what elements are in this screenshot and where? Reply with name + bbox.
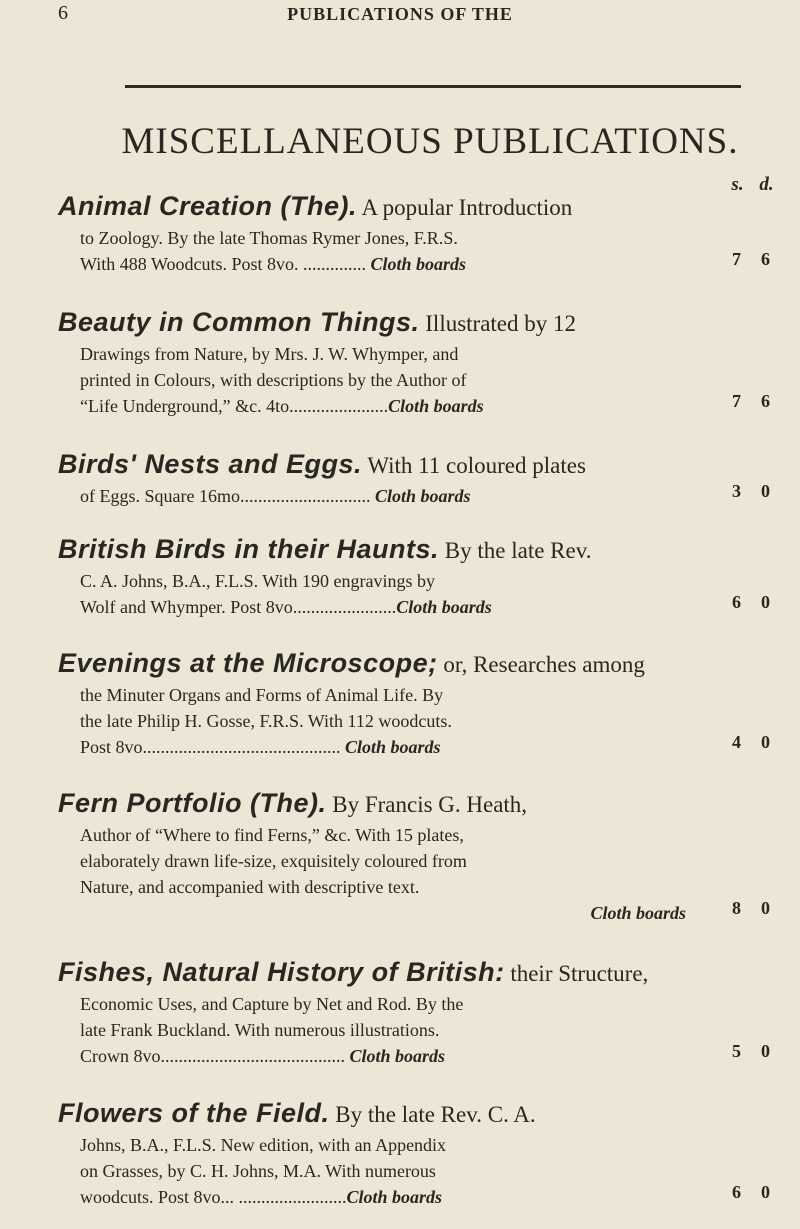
price-shillings: 5: [732, 1041, 741, 1061]
entry-price: [722, 391, 780, 412]
entry-beauty-in-common-things: [58, 305, 686, 419]
entry-price: [722, 1182, 780, 1203]
entry-first-line: or, Researches among: [437, 652, 645, 677]
price-shillings: 7: [732, 249, 741, 269]
entry-fern-portfolio: [58, 786, 686, 926]
entry-animal-creation: [58, 189, 686, 277]
entry-title: Evenings at the Microscope;: [58, 648, 438, 678]
entry-line: on Grasses, by C. H. Johns, M.A. With numerous: [80, 1161, 436, 1181]
entry-title: British Birds in their Haunts.: [58, 534, 440, 564]
entry-british-birds: [58, 532, 686, 620]
price-shillings: 8: [732, 898, 741, 918]
entry-binding: Cloth boards: [374, 486, 471, 506]
entry-evenings-at-the-microscope: [58, 646, 686, 760]
entry-title: Fern Portfolio (The).: [58, 788, 327, 818]
entry-line: woodcuts. Post 8vo... ........................: [80, 1187, 347, 1207]
entry-price: [722, 481, 780, 502]
header-rule: [125, 85, 741, 88]
entry-line: Economic Uses, and Capture by Net and Rod. By the: [80, 994, 464, 1014]
entry-line: Crown 8vo.........................................: [80, 1046, 350, 1066]
price-pence: 0: [761, 732, 770, 752]
entry-line: Post 8vo............................................: [80, 737, 346, 757]
entry-flowers-of-the-field: [58, 1096, 686, 1210]
entry-line: Johns, B.A., F.L.S. New edition, with an Appendix: [80, 1135, 447, 1155]
pence-header: d.: [759, 174, 774, 195]
price-pence: 0: [761, 481, 770, 501]
entry-first-line: A popular Introduction: [357, 195, 573, 220]
currency-header: [723, 174, 781, 196]
price-shillings: 6: [732, 592, 741, 612]
price-pence: 0: [761, 898, 770, 918]
entry-title: Birds' Nests and Eggs.: [58, 449, 362, 479]
entry-price: [722, 732, 780, 753]
price-pence: 0: [761, 1041, 770, 1061]
entry-first-line: By the late Rev.: [439, 538, 592, 563]
entry-first-line: Illustrated by 12: [419, 311, 577, 336]
price-shillings: 6: [732, 1182, 741, 1202]
entry-binding: Cloth boards: [370, 254, 467, 274]
entry-binding: Cloth boards: [590, 903, 686, 923]
entry-price: [722, 249, 780, 270]
price-pence: 6: [761, 391, 770, 411]
price-shillings: 3: [732, 481, 741, 501]
entry-line: Wolf and Whymper. Post 8vo.......................: [80, 597, 397, 617]
entry-price: [722, 1041, 780, 1062]
entry-line: elaborately drawn life-size, exquisitely coloured from: [80, 851, 467, 871]
entry-line: “Life Underground,” &c. 4to......................: [80, 396, 389, 416]
entry-binding: Cloth boards: [346, 1187, 443, 1207]
price-pence: 0: [761, 1182, 770, 1202]
entry-fishes-natural-history: [58, 955, 686, 1069]
entry-first-line: By the late Rev. C. A.: [329, 1102, 536, 1127]
entry-line: to Zoology. By the late Thomas Rymer Jones, F.R.S.: [80, 228, 458, 248]
entry-line: C. A. Johns, B.A., F.L.S. With 190 engravings by: [80, 571, 436, 591]
entry-price: [722, 898, 780, 919]
entry-binding: Cloth boards: [388, 396, 484, 416]
price-shillings: 4: [732, 732, 741, 752]
entry-line: Author of “Where to find Ferns,” &c. With 15 plates,: [80, 825, 464, 845]
entry-line: late Frank Buckland. With numerous illustrations.: [80, 1020, 440, 1040]
price-pence: 0: [761, 592, 770, 612]
running-head: PUBLICATIONS OF THE: [287, 4, 513, 24]
price-shillings: 7: [732, 391, 741, 411]
entry-title: Flowers of the Field.: [58, 1098, 330, 1128]
entry-price: [722, 592, 780, 613]
entry-binding: Cloth boards: [345, 737, 441, 757]
entry-binding: Cloth boards: [349, 1046, 446, 1066]
entry-first-line: By Francis G. Heath,: [326, 792, 528, 817]
entry-line: With 488 Woodcuts. Post 8vo. ..............: [80, 254, 371, 274]
section-title: MISCELLANEOUS PUBLICATIONS.: [121, 121, 739, 162]
shillings-header: s.: [731, 174, 744, 195]
entry-binding: Cloth boards: [396, 597, 492, 617]
entry-title: Beauty in Common Things.: [58, 307, 420, 337]
entry-line: Nature, and accompanied with descriptive text.: [80, 877, 420, 897]
entry-line: printed in Colours, with descriptions by the Author of: [80, 370, 467, 390]
page-number: 6: [58, 2, 68, 24]
entry-title: Fishes, Natural History of British:: [58, 957, 505, 987]
entry-first-line: With 11 coloured plates: [362, 453, 586, 478]
price-pence: 6: [761, 249, 770, 269]
entry-title: Animal Creation (The).: [58, 191, 358, 221]
entry-line: the Minuter Organs and Forms of Animal Life. By: [80, 685, 444, 705]
entry-birds-nests-and-eggs: [58, 447, 686, 509]
entry-first-line: their Structure,: [504, 961, 649, 986]
entry-line: of Eggs. Square 16mo.............................: [80, 486, 375, 506]
entry-line: Drawings from Nature, by Mrs. J. W. Whymper, and: [80, 344, 459, 364]
entry-line: the late Philip H. Gosse, F.R.S. With 112 woodcuts.: [80, 711, 452, 731]
